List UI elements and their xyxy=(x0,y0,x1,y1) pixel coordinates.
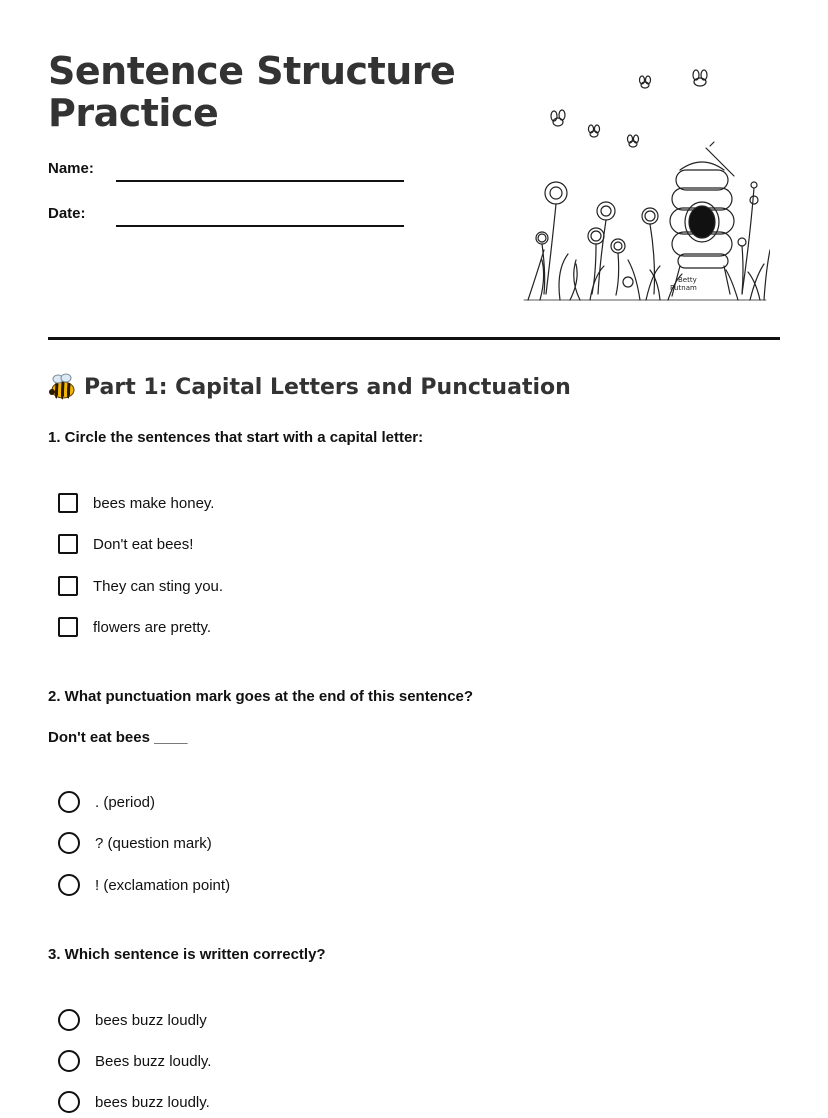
svg-text:Putnam: Putnam xyxy=(670,284,697,292)
q1-checkbox[interactable] xyxy=(58,493,78,513)
bee-icon xyxy=(589,125,600,137)
q1-option[interactable] xyxy=(58,531,193,557)
q1-option-label: bees make honey. xyxy=(93,494,215,512)
svg-text:Betty: Betty xyxy=(678,276,697,284)
q2-radio[interactable] xyxy=(58,874,80,896)
q1-checkbox[interactable] xyxy=(58,534,78,554)
part1-heading xyxy=(48,372,571,402)
bee-icon xyxy=(640,76,651,88)
q3-radio[interactable] xyxy=(58,1050,80,1072)
name-field[interactable] xyxy=(116,180,404,182)
q3-option-label: Bees buzz loudly. xyxy=(95,1052,212,1070)
bee-icon xyxy=(551,110,565,126)
q2-option-label: . (period) xyxy=(95,793,156,811)
q2-prompt: 2. What punctuation mark goes at the end of this sentence? xyxy=(48,688,474,705)
date-field[interactable] xyxy=(116,225,404,227)
q1-checkbox[interactable] xyxy=(58,617,78,637)
bee-icon xyxy=(628,135,639,147)
q3-option-label: bees buzz loudly. xyxy=(95,1093,210,1111)
q1-option[interactable] xyxy=(58,573,223,599)
q2-radio[interactable] xyxy=(58,832,80,854)
date-label: Date: xyxy=(48,205,86,222)
q1-checkbox[interactable] xyxy=(58,576,78,596)
q1-option[interactable] xyxy=(58,490,214,516)
q2-option[interactable] xyxy=(58,830,212,856)
q2-option[interactable] xyxy=(58,789,155,815)
q3-radio[interactable] xyxy=(58,1091,80,1113)
q1-option-label: They can sting you. xyxy=(93,577,224,595)
q3-option[interactable] xyxy=(58,1089,210,1115)
worksheet-title: Sentence Structure Practice xyxy=(48,49,456,135)
bee-icon xyxy=(48,372,78,402)
bee-icon xyxy=(693,70,707,86)
q3-option-label: bees buzz loudly xyxy=(95,1011,207,1029)
q3-option[interactable] xyxy=(58,1007,207,1033)
q2-radio[interactable] xyxy=(58,791,80,813)
q1-option-label: flowers are pretty. xyxy=(93,618,212,636)
q2-sentence: Don't eat bees ____ xyxy=(48,729,188,746)
name-label: Name: xyxy=(48,160,94,177)
q2-option[interactable] xyxy=(58,872,230,898)
q3-prompt: 3. Which sentence is written correctly? xyxy=(48,946,326,963)
beehive-illustration xyxy=(520,60,770,310)
q2-option-label: ? (question mark) xyxy=(95,834,212,852)
section-divider xyxy=(48,337,780,340)
q3-option[interactable] xyxy=(58,1048,211,1074)
q2-option-label: ! (exclamation point) xyxy=(95,876,231,894)
q1-prompt: 1. Circle the sentences that start with a capital letter: xyxy=(48,429,424,446)
q3-radio[interactable] xyxy=(58,1009,80,1031)
part1-title: Part 1: Capital Letters and Punctuation xyxy=(84,374,571,400)
q1-option-label: Don't eat bees! xyxy=(93,535,194,553)
q1-option[interactable] xyxy=(58,614,211,640)
